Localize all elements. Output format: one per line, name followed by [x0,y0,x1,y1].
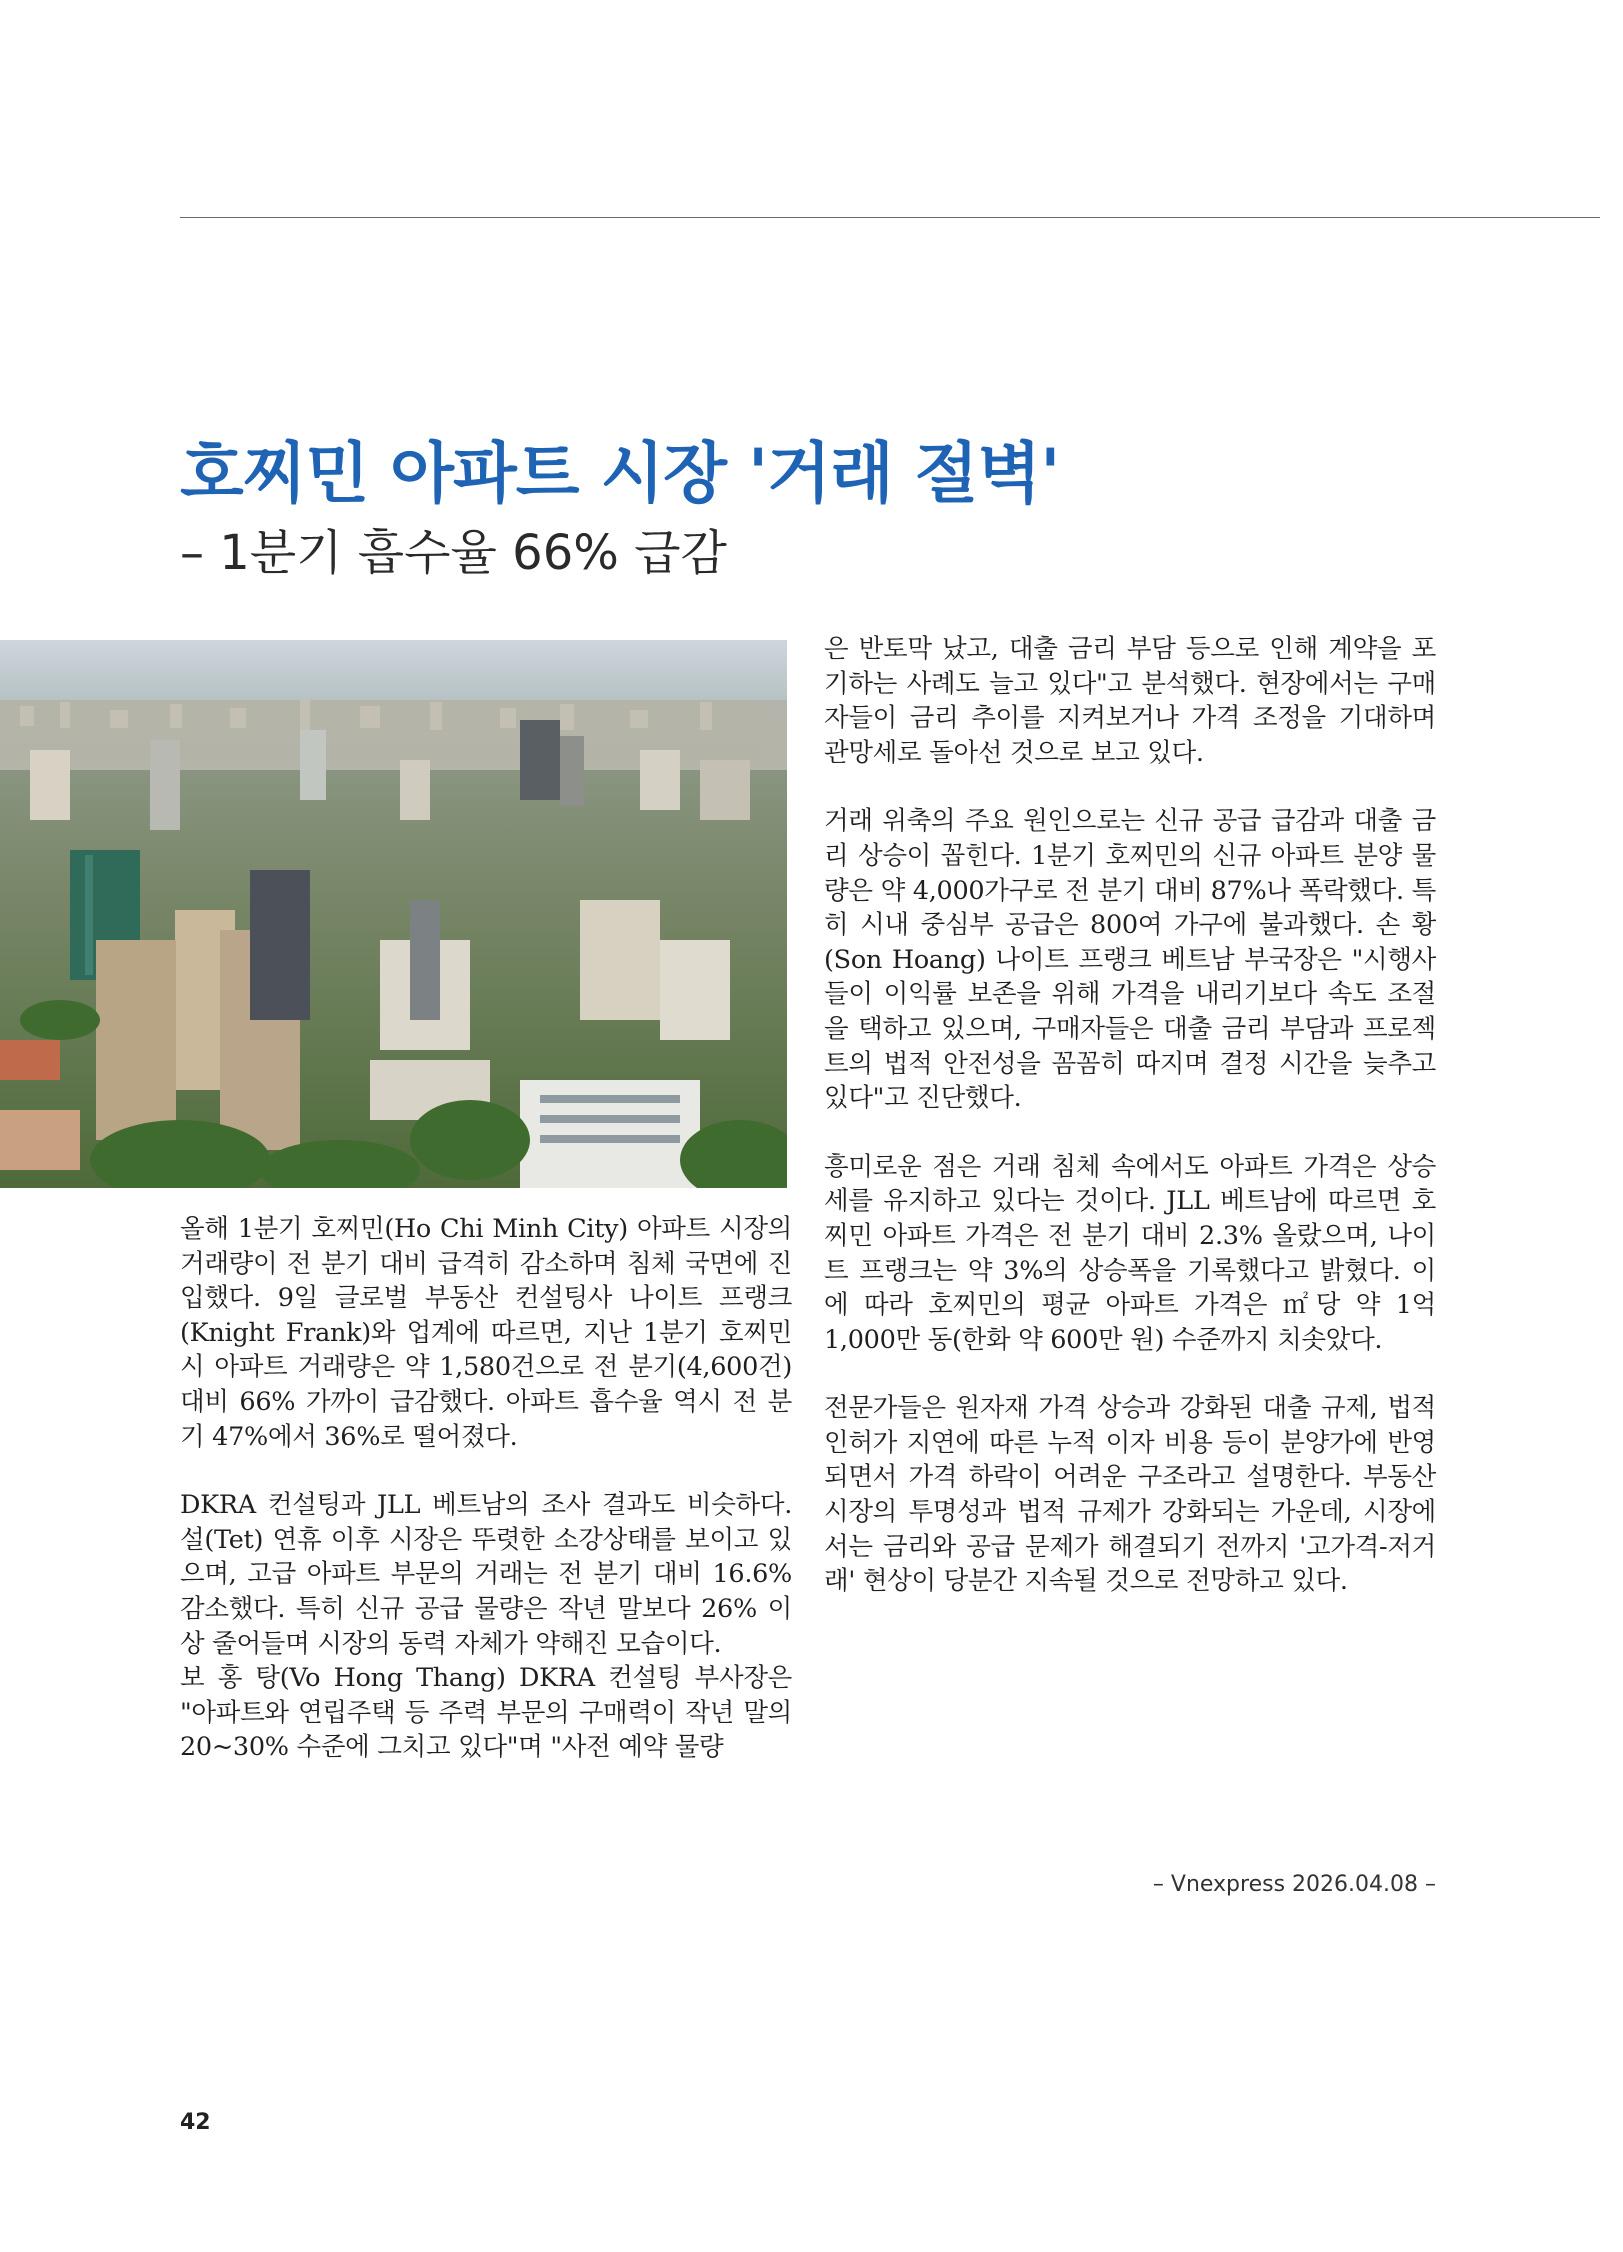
city-skyline-photo [0,640,787,1188]
paragraph: 올해 1분기 호찌민(Ho Chi Minh City) 아파트 시장의 거래량이 전 분기 대비 급격히 감소하며 침체 국면에 진입했다. 9일 글로벌 부동산 컨설팅사 나이트 프랭크(Knight Frank)와 업계에 따르면, 지난 1분기 호찌민시 아파트 거래량은 약 1,580건으로 전 분기(4,600건) 대비 66% 가까이 급감했다. 아파트 흡수율 역시 전 분기 47%에서 36%로 떨어졌다. [180,1214,792,1452]
paragraph: 전문가들은 원자재 가격 상승과 강화된 대출 규제, 법적 인허가 지연에 따른 누적 이자 비용 등이 분양가에 반영되면서 가격 하락이 어려운 구조라고 설명한다. 부동산 시장의 투명성과 법적 규제가 강화되는 가운데, 시장에서는 금리와 공급 문제가 해결되기 전까지 '고가격-저거래' 현상이 당분간 지속될 것으로 전망하고 있다. [824,1393,1436,1597]
article-source: – Vnexpress 2026.04.08 – [1152,1872,1436,1897]
paragraph: 은 반토막 났고, 대출 금리 부담 등으로 인해 계약을 포기하는 사례도 늘고 있다"고 분석했다. 현장에서는 구매자들이 금리 추이를 지켜보거나 가격 조정을 기대하며 관망세로 돌아선 것으로 보고 있다. [824,634,1436,768]
article-title: 호찌민 아파트 시장 '거래 절벽' [180,435,1060,512]
article-subtitle: – 1분기 흡수율 66% 급감 [180,525,727,581]
paragraph: 거래 위축의 주요 원인으로는 신규 공급 급감과 대출 금리 상승이 꼽힌다. 1분기 호찌민의 신규 아파트 분양 물량은 약 4,000가구로 전 분기 대비 87%나 폭락했다. 특히 시내 중심부 공급은 800여 가구에 불과했다. 손 황(Son Hoang) 나이트 프랭크 베트남 부국장은 "시행사들이 이익률 보존을 위해 가격을 내리기보다 속도 조절을 택하고 있으며, 구매자들은 대출 금리 부담과 프로젝트의 법적 안전성을 꼼꼼히 따지며 결정 시간을 늦추고 있다"고 진단했다. [824,806,1436,1114]
paragraph: 보 홍 탕(Vo Hong Thang) DKRA 컨설팅 부사장은 "아파트와 연립주택 등 주력 부문의 구매력이 작년 말의 20~30% 수준에 그치고 있다"며 "사전 예약 물량 [180,1663,792,1763]
header-rule [180,217,1600,218]
paragraph: DKRA 컨설팅과 JLL 베트남의 조사 결과도 비슷하다. 설(Tet) 연휴 이후 시장은 뚜렷한 소강상태를 보이고 있으며, 고급 아파트 부문의 거래는 전 분기 대비 16.6% 감소했다. 특히 신규 공급 물량은 작년 말보다 26% 이상 줄어들며 시장의 동력 자체가 약해진 모습이다. [180,1490,792,1659]
paragraph: 흥미로운 점은 거래 침체 속에서도 아파트 가격은 상승세를 유지하고 있다는 것이다. JLL 베트남에 따르면 호찌민 아파트 가격은 전 분기 대비 2.3% 올랐으며, 나이트 프랭크는 약 3%의 상승폭을 기록했다고 밝혔다. 이에 따라 호찌민의 평균 아파트 가격은 ㎡당 약 1억 1,000만 동(한화 약 600만 원) 수준까지 치솟았다. [824,1151,1436,1355]
article-body-left-column [180,1212,792,1765]
article-body-right-column [824,632,1436,1599]
page-number: 42 [180,2110,211,2135]
